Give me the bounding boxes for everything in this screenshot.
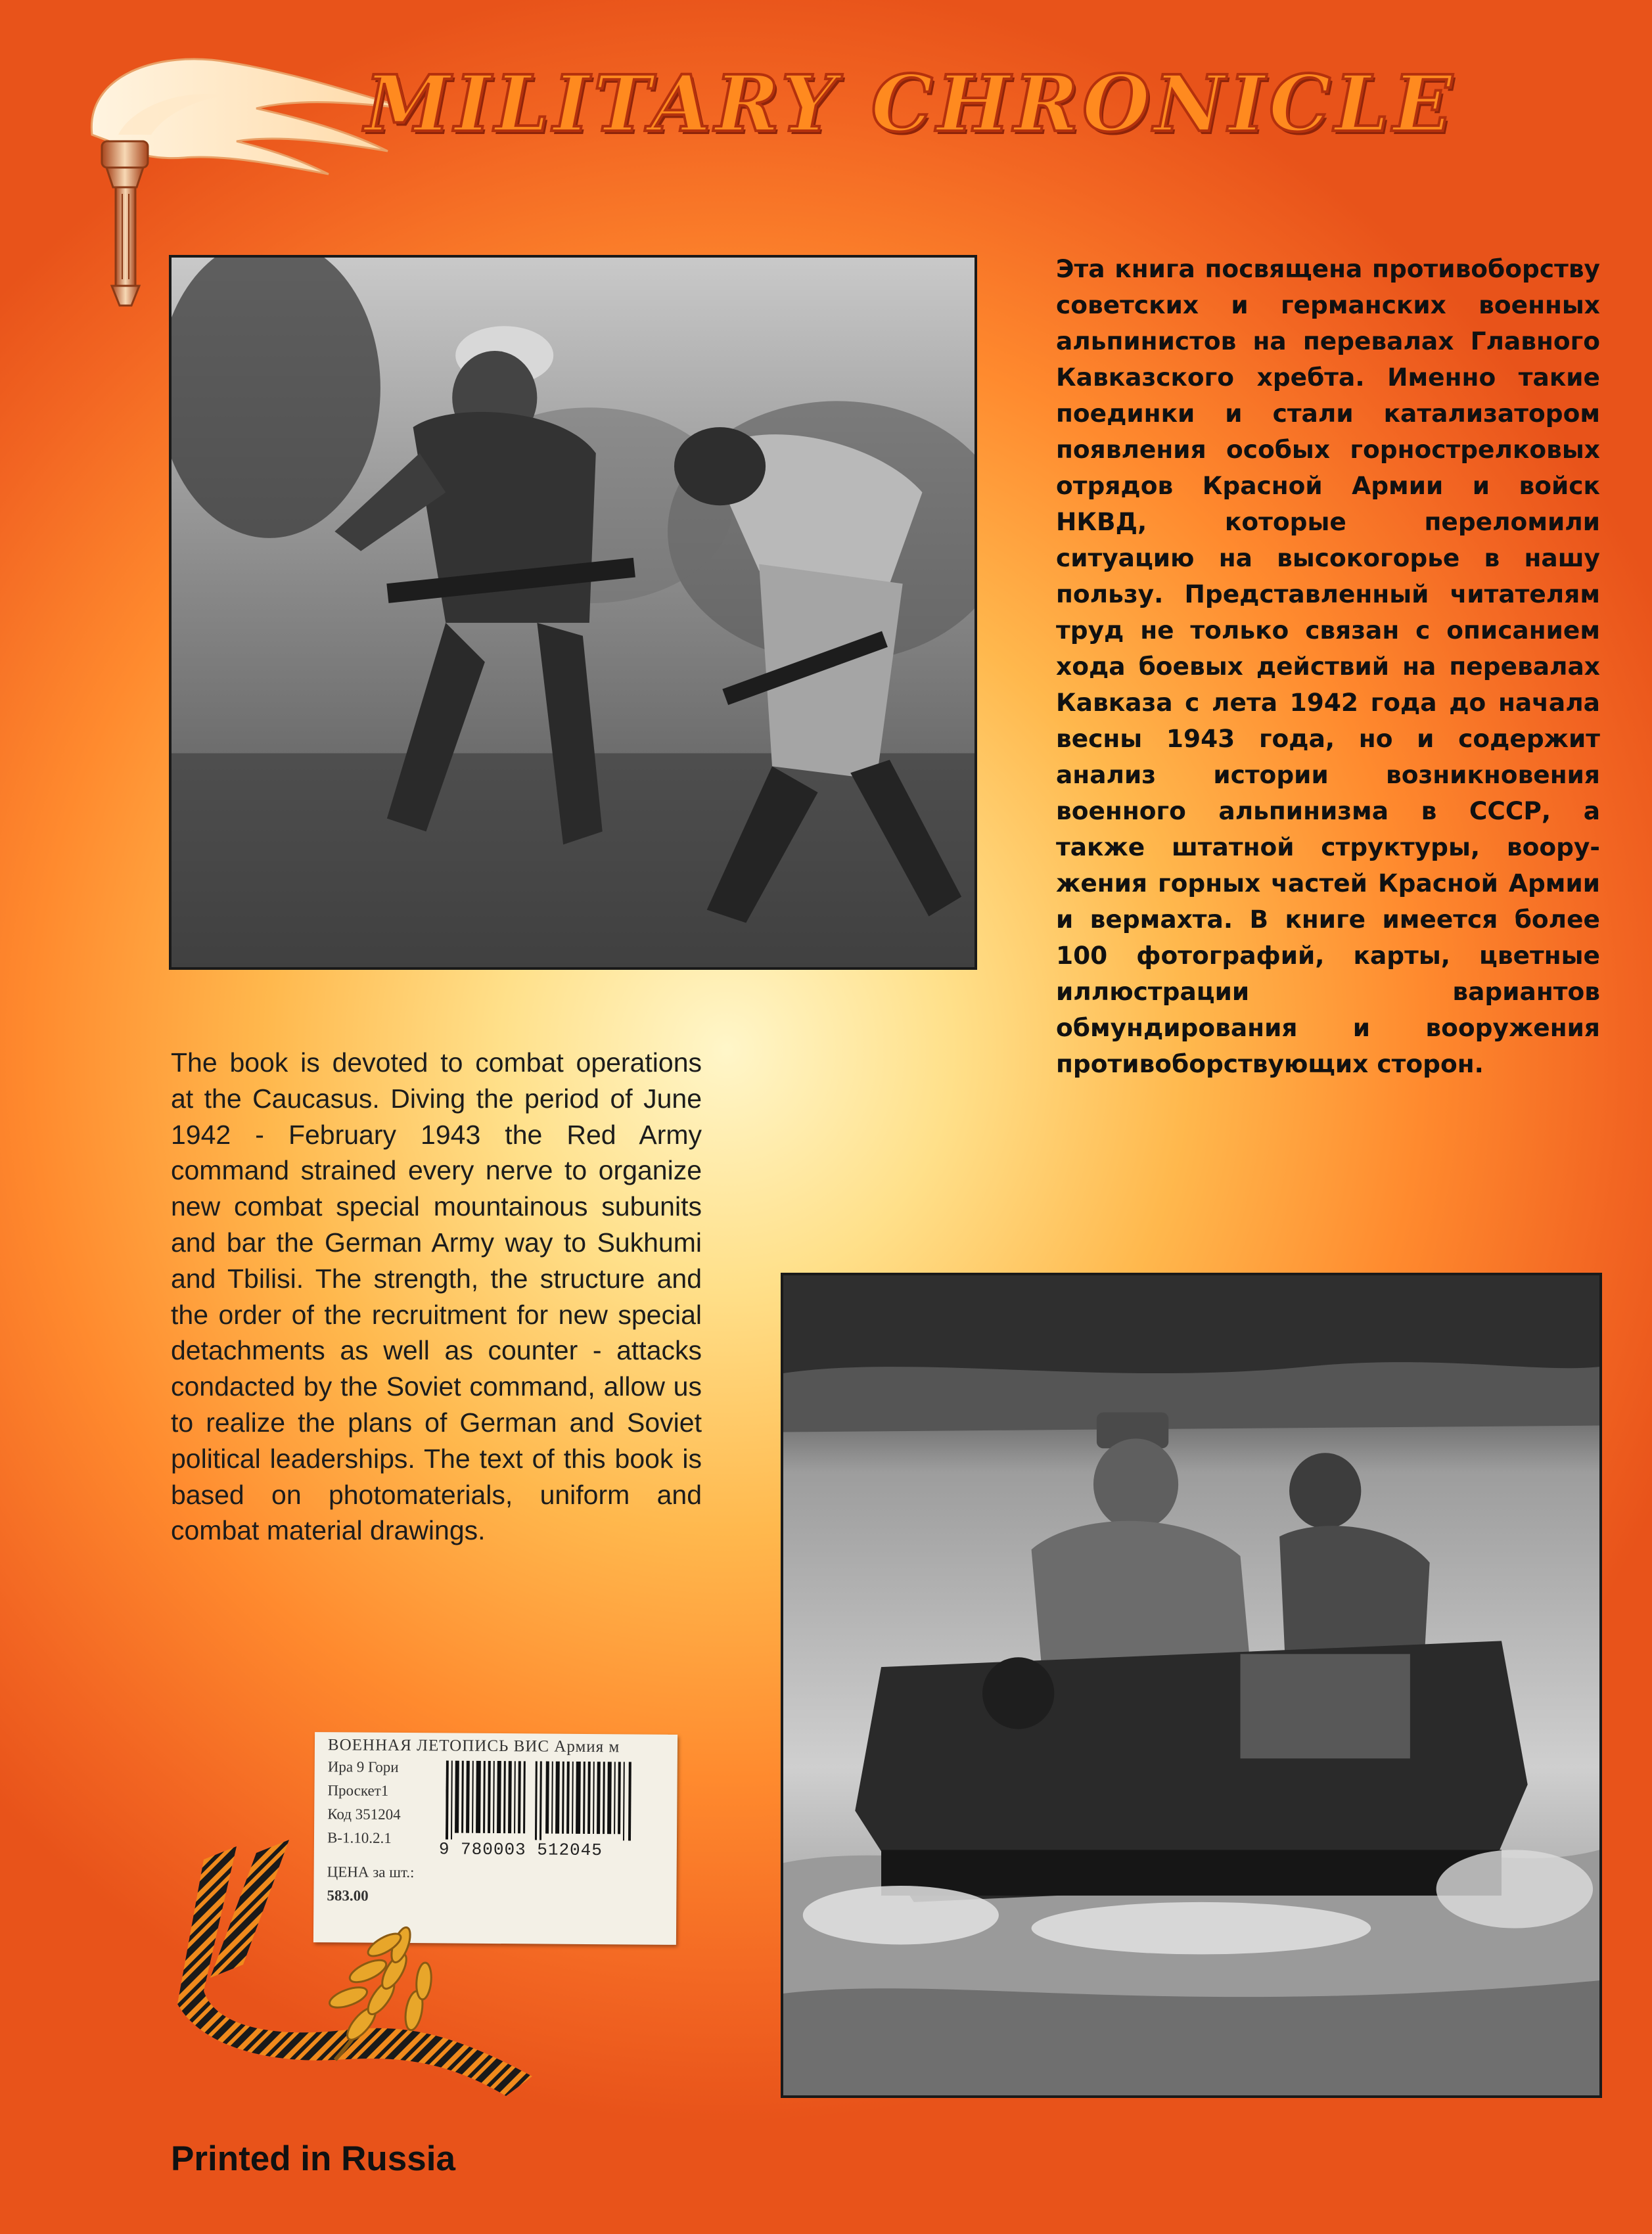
barcode-digits: 9 780003 512045: [438, 1839, 603, 1861]
sticker-line: В-1.10.2.1: [327, 1829, 392, 1846]
series-title: MILITARY CHRONICLE: [365, 58, 1456, 149]
description-english: The book is devoted to combat operations at the Caucasus. Diving the period of June 1942 - February 1943 the Red Army command strained every nerve to organize new combat special mountainous subunits and bar the German Army way to Sukhumi and Tbilisi. The strength, the structure and the order of the recruitment for new special detachments as well as counter - attacks condacted by the Soviet command, allow us to realize the plans of German and Soviet political leaderships. The text of this book is based on photomaterials, uniform and combat material drawings.: [171, 1047, 702, 1546]
st-george-ribbon-emblem-icon: [164, 1833, 559, 2103]
sticker-code: Код 351204: [327, 1806, 401, 1823]
sticker-line: Ира 9 Гори: [327, 1758, 399, 1775]
barcode-icon: [446, 1760, 637, 1840]
printed-in-footer: Printed in Russia: [171, 2139, 455, 2178]
description-russian: Эта книга посвящена противоборству советских и германских военных альпинистов на перевалах Главного Кавказского хребта. Именно такие поединки и стали катализатором появления особых горнострелковых отрядов Красной Армии и войск НКВД, которые переломили ситуацию на высокогорье в нашу пользу. Представленный читателям труд не только связан с описанием хода боевых действий на перевалах Кавказа с лета 1942 года до начала весны 1943 года, но и содержит анализ истории возникновения военного альпинизма в СССР, а также штатной структуры, вооружения горных частей Красной Армии и вермахта. В книге имеется более 100 фотографий, карты, цветные иллюстрации вариантов обмундирования и вооружения противоборствующих сторон.: [1056, 254, 1600, 1078]
price-value: 583.00: [327, 1887, 369, 1904]
sticker-line: Проскет1: [327, 1782, 389, 1799]
photo-soldiers-running: [169, 255, 977, 970]
sticker-title: ВОЕННАЯ ЛЕТОПИСЬ ВИС Армия м: [327, 1736, 620, 1756]
price-label: ЦЕНА за шт.:: [327, 1863, 415, 1881]
photo-kettenkrad-river: [781, 1273, 1602, 2098]
